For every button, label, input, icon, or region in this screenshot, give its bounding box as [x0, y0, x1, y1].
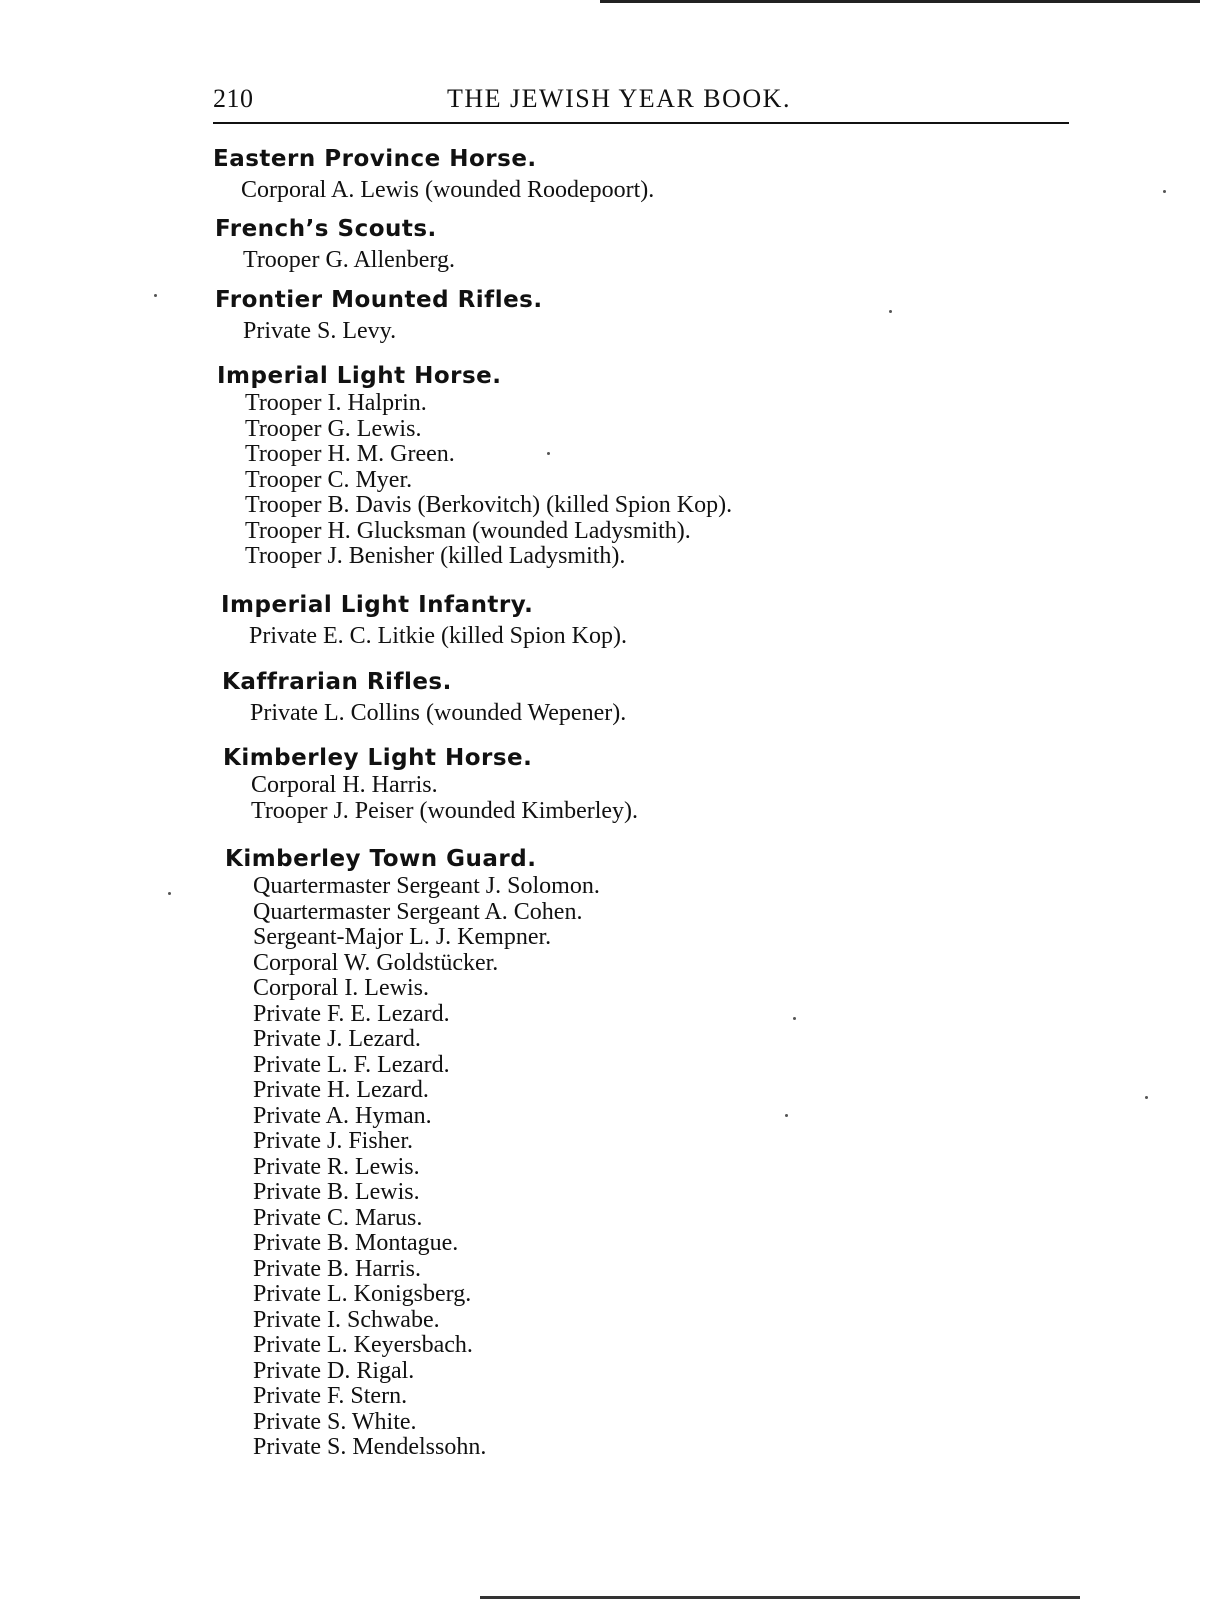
section-imperial-light-infantry [221, 590, 627, 652]
entry: Trooper I. Halprin. [245, 390, 427, 416]
top-edge-rule [600, 0, 1200, 3]
scan-speck [785, 1114, 788, 1117]
bottom-edge-rule [480, 1596, 1080, 1599]
entry-list [215, 244, 455, 276]
entry: Private J. Lezard. [253, 1026, 421, 1052]
entry: Private R. Lewis. [253, 1153, 420, 1180]
section-kaffrarian-rifles [222, 667, 626, 729]
section-frenchs-scouts [215, 214, 455, 276]
entry-list [222, 697, 626, 729]
entry: Private E. C. Litkie (killed Spion Kop). [249, 623, 627, 649]
entry: Private J. Fisher. [253, 1128, 413, 1154]
entry: Trooper G. Lewis. [245, 415, 422, 442]
section-heading: Kimberley Light Horse. [223, 745, 533, 771]
entry: Trooper G. Allenberg. [243, 247, 455, 273]
entry: Private C. Marus. [253, 1204, 423, 1231]
scan-speck [1163, 190, 1166, 193]
entry: Private B. Montague. [253, 1230, 459, 1256]
scan-speck [154, 294, 157, 297]
entry: Private A. Hyman. [253, 1102, 432, 1129]
entry: Private D. Rigal. [253, 1357, 415, 1384]
running-title: THE JEWISH YEAR BOOK. [447, 84, 791, 113]
entry: Private B. Lewis. [253, 1179, 420, 1205]
section-heading: Imperial Light Infantry. [221, 592, 534, 618]
scan-speck [168, 892, 171, 895]
entry: Corporal W. Goldstücker. [253, 949, 499, 976]
entry: Private S. Levy. [243, 318, 397, 344]
scan-speck [793, 1017, 796, 1020]
page-number: 210 [213, 84, 254, 113]
section-eastern-province-horse [213, 144, 654, 206]
section-frontier-mounted-rifles [215, 285, 543, 347]
entry: Private S. Mendelssohn. [253, 1434, 487, 1460]
entry-list [213, 174, 654, 206]
section-kimberley-town-guard [225, 844, 600, 1461]
entry-list [223, 773, 638, 824]
entry: Trooper B. Davis (Berkovitch) (killed Spion Kop). [245, 492, 733, 518]
entry: Private L. Konigsberg. [253, 1281, 472, 1307]
section-heading: Kimberley Town Guard. [225, 846, 537, 872]
entry: Trooper J. Benisher (killed Ladysmith). [245, 543, 626, 569]
entry: Corporal A. Lewis (wounded Roodepoort). [241, 177, 655, 203]
entry: Private F. E. Lezard. [253, 1000, 450, 1027]
entry: Trooper H. Glucksman (wounded Ladysmith). [245, 517, 691, 544]
section-heading: Imperial Light Horse. [217, 363, 502, 389]
entry: Private F. Stern. [253, 1383, 408, 1409]
entry-list [221, 620, 627, 652]
entry: Private I. Schwabe. [253, 1306, 440, 1333]
section-heading: French’s Scouts. [215, 216, 437, 242]
entry-list [217, 391, 732, 570]
section-heading: Frontier Mounted Rifles. [215, 287, 543, 313]
section-imperial-light-horse [217, 361, 732, 570]
entry: Corporal I. Lewis. [253, 975, 429, 1001]
entry: Trooper C. Myer. [245, 466, 413, 493]
entry: Trooper J. Peiser (wounded Kimberley). [251, 797, 639, 824]
entry: Sergeant-Major L. J. Kempner. [253, 924, 552, 950]
scan-speck [1145, 1096, 1148, 1099]
entry-list [215, 315, 543, 347]
scan-speck [547, 452, 550, 455]
section-heading: Eastern Province Horse. [213, 146, 537, 172]
section-kimberley-light-horse [223, 743, 638, 824]
entry: Private L. F. Lezard. [253, 1051, 450, 1078]
entry: Private B. Harris. [253, 1255, 421, 1282]
section-heading: Kaffrarian Rifles. [222, 669, 452, 695]
header-rule [213, 122, 1069, 124]
entry: Quartermaster Sergeant J. Solomon. [253, 873, 600, 899]
page-header [213, 84, 1069, 124]
scan-speck [889, 310, 892, 313]
entry: Private L. Collins (wounded Wepener). [250, 700, 627, 726]
entry: Trooper H. M. Green. [245, 441, 455, 467]
entry: Private S. White. [253, 1408, 417, 1435]
entry: Quartermaster Sergeant A. Cohen. [253, 898, 583, 925]
entry: Corporal H. Harris. [251, 772, 438, 798]
entry: Private H. Lezard. [253, 1077, 429, 1103]
entry-list [225, 874, 600, 1461]
entry: Private L. Keyersbach. [253, 1332, 473, 1358]
